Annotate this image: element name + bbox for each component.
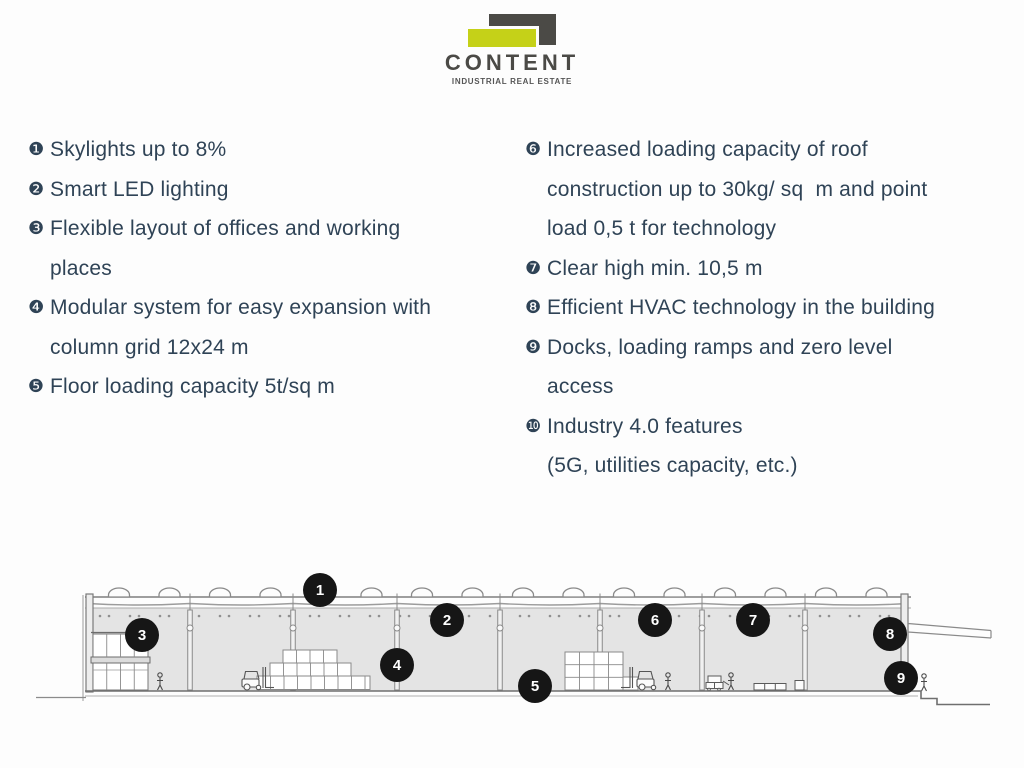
diagram-marker-5: 5 bbox=[518, 669, 552, 703]
roof-skylights bbox=[109, 588, 888, 597]
numbered-bullet-icon: ❽ bbox=[525, 297, 542, 318]
diagram-marker-7: 7 bbox=[736, 603, 770, 637]
logo-name: CONTENT bbox=[444, 50, 580, 75]
feature-item bbox=[28, 367, 513, 407]
company-logo bbox=[0, 13, 1024, 86]
feature-line: Docks, loading ramps and zero level bbox=[547, 335, 893, 359]
diagram-marker-3: 3 bbox=[125, 618, 159, 652]
left-wall bbox=[86, 594, 93, 692]
feature-line: (5G, utilities capacity, etc.) bbox=[547, 454, 798, 477]
dock-canopy bbox=[908, 624, 991, 639]
diagram-marker-6: 6 bbox=[638, 603, 672, 637]
feature-line: Skylights up to 8% bbox=[50, 138, 227, 161]
floor-and-ground bbox=[36, 691, 990, 705]
diagram-marker-1: 1 bbox=[303, 573, 337, 607]
feature-item bbox=[525, 249, 1020, 289]
diagram-marker-2: 2 bbox=[430, 603, 464, 637]
feature-item bbox=[28, 130, 513, 170]
numbered-bullet-icon: ❶ bbox=[28, 139, 45, 160]
person-figure bbox=[921, 674, 927, 691]
features-column-left bbox=[28, 130, 513, 407]
features-column-right bbox=[525, 130, 1020, 486]
feature-item bbox=[28, 209, 513, 288]
feature-line: Industry 4.0 features bbox=[547, 414, 743, 438]
feature-item bbox=[525, 328, 1020, 407]
feature-item bbox=[525, 407, 1020, 486]
logo-mark-icon bbox=[466, 13, 558, 51]
feature-item bbox=[525, 288, 1020, 328]
feature-line: column grid 12x24 m bbox=[50, 335, 249, 359]
feature-line: places bbox=[50, 256, 112, 280]
numbered-bullet-icon: ❺ bbox=[28, 376, 45, 397]
feature-line: Clear high min. 10,5 m bbox=[547, 256, 763, 280]
logo-lime-rectangle bbox=[465, 26, 539, 50]
feature-line: load 0,5 t for technology bbox=[547, 217, 777, 240]
numbered-bullet-icon: ❼ bbox=[525, 257, 542, 279]
feature-line: Floor loading capacity 5t/sq m bbox=[50, 375, 335, 398]
feature-line: construction up to 30kg/ sq m and point bbox=[547, 177, 928, 201]
feature-line: Modular system for easy expansion with bbox=[50, 296, 432, 319]
diagram-marker-9: 9 bbox=[884, 661, 918, 695]
logo-tagline: INDUSTRIAL REAL ESTATE bbox=[451, 77, 573, 86]
feature-item bbox=[28, 170, 513, 210]
numbered-bullet-icon: ❻ bbox=[525, 139, 542, 160]
warehouse-cross-section-drawing bbox=[0, 540, 1024, 768]
numbered-bullet-icon: ❹ bbox=[28, 297, 45, 318]
feature-item bbox=[525, 130, 1020, 249]
numbered-bullet-icon: ❾ bbox=[525, 336, 542, 358]
feature-line: Efficient HVAC technology in the building bbox=[547, 296, 935, 319]
numbered-bullet-icon: ❷ bbox=[28, 178, 45, 200]
diagram-marker-4: 4 bbox=[380, 648, 414, 682]
numbered-bullet-icon: ❸ bbox=[28, 218, 45, 239]
feature-line: Flexible layout of offices and working bbox=[50, 217, 401, 240]
numbered-bullet-icon: ❿ bbox=[525, 415, 542, 437]
feature-line: access bbox=[547, 375, 614, 398]
feature-item bbox=[28, 288, 513, 367]
feature-line: Smart LED lighting bbox=[50, 177, 229, 201]
diagram-marker-8: 8 bbox=[873, 617, 907, 651]
building-cross-section bbox=[0, 540, 1024, 768]
feature-line: Increased loading capacity of roof bbox=[547, 138, 868, 161]
roof-structure bbox=[85, 597, 911, 608]
